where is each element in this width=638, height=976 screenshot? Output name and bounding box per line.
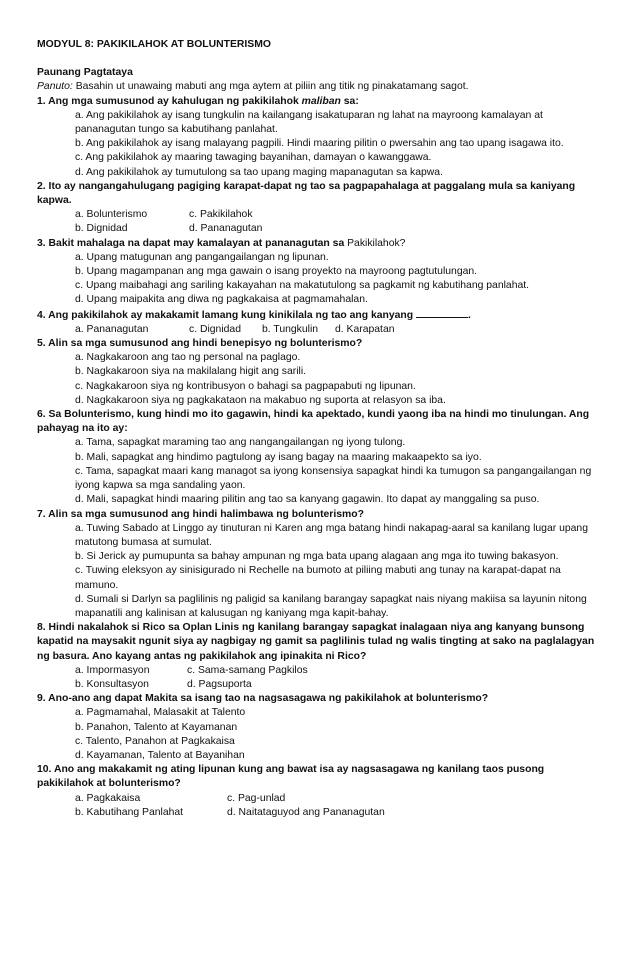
document-page	[37, 38, 603, 820]
instruction-label: Panuto:	[37, 81, 73, 93]
question-1-option-d: d. Ang pakikilahok ay tumutulong sa tao upang maging mapanagutan sa kapwa.	[75, 166, 443, 178]
question-5-option-c: c. Nagkakaroon siya ng kontribusyon o bahagi sa pagpapabuti ng lipunan.	[75, 380, 416, 392]
question-8: 8. Hindi nakalahok si Rico sa Oplan Linis ng kanilang barangay sapagkat inalagaan niya ang kanyang bunsong kapatid na maysakit ngunit siya ay nagbigay ng gamit sa paglilinis tulad ng walis tingting at sako na paglalagyan ng basura. Ano kayang antas ng pakikilahok ang ipinakita ni Rico?	[37, 622, 595, 662]
question-10-option-c: c. Pag-unlad	[227, 792, 286, 804]
answer-blank	[416, 308, 468, 318]
module-title: MODYUL 8: PAKIKILAHOK AT BOLUNTERISMO	[37, 39, 271, 50]
section-title: Paunang Pagtataya	[37, 67, 133, 79]
question-4	[37, 308, 603, 323]
question-8-options-row-2	[37, 678, 603, 692]
question-8-option-c: c. Sama-samang Pagkilos	[187, 664, 308, 676]
question-1-option-c: c. Ang pakikilahok ay maaring tawaging bayanihan, damayan o kawanggawa.	[75, 152, 432, 164]
question-7-option-d: d. Sumali si Darlyn sa paglilinis ng paligid sa kanilang barangay sapagkat nais niyang makiisa sa layunin nitong mapanatili ang kalinisan at kalusugan ng kaniyang mga kapit-bahay.	[75, 593, 587, 619]
question-10: 10. Ano ang makakamit ng ating lipunan kung ang bawat isa ay nagsasagawa ng kanilang taos pusong pakikilahok at bolunterismo?	[37, 764, 545, 790]
question-9-option-c: c. Talento, Panahon at Pagkakaisa	[75, 735, 235, 747]
question-3-option-d: d. Upang maipakita ang diwa ng pagkakaisa at pagmamahalan.	[75, 294, 368, 306]
question-1-emphasis: maliban	[301, 95, 341, 107]
question-10-option-a: a. Pagkakaisa	[75, 792, 141, 804]
question-4-period: .	[468, 309, 471, 321]
question-8-option-b: b. Konsultasyon	[75, 678, 149, 690]
question-2-option-d: d. Pananagutan	[189, 223, 263, 235]
question-5-option-a: a. Nagkakaroon ang tao ng personal na paglago.	[75, 352, 301, 364]
question-5-option-b: b. Nagkakaroon siya na makilalang higit ang sarili.	[75, 366, 307, 378]
question-10-option-d: d. Naitataguyod ang Pananagutan	[227, 806, 385, 818]
instructions	[37, 80, 603, 94]
question-10-options-row-1	[37, 792, 603, 806]
question-8-option-a: a. Impormasyon	[75, 664, 150, 676]
question-2-option-b: b. Dignidad	[75, 223, 128, 235]
question-4-options-row	[37, 323, 603, 337]
question-8-options-row-1	[37, 664, 603, 678]
question-6: 6. Sa Bolunterismo, kung hindi mo ito gagawin, hindi ka apektado, kundi yaong iba na hindi mo tinulungan. Ang pahayag na ito ay:	[37, 409, 590, 435]
question-3	[37, 237, 603, 251]
question-3-text-b: Pakikilahok?	[344, 237, 406, 249]
question-2-options-row-1	[37, 208, 603, 222]
question-1-text-a: 1. Ang mga sumusunod ay kahulugan ng pakikilahok	[37, 95, 302, 107]
question-7-option-b: b. Si Jerick ay pumupunta sa bahay ampunan ng mga bata upang alagaan ang mga ito tuwing bakasyon.	[75, 551, 559, 563]
question-9: 9. Ano-ano ang dapat Makita sa isang tao na nagsasagawa ng pakikilahok at bolunterismo?	[37, 693, 489, 705]
question-5-option-d: d. Nagkakaroon siya ng pagkakataon na makabuo ng suporta at relasyon sa iba.	[75, 394, 446, 406]
question-8-option-d: d. Pagsuporta	[187, 678, 252, 690]
question-1	[37, 95, 603, 109]
question-9-option-a: a. Pagmamahal, Malasakit at Talento	[75, 707, 246, 719]
instruction-text: Basahin ut unawaing mabuti ang mga aytem at piliin ang titik ng pinakatamang sagot.	[72, 81, 469, 93]
question-6-option-d: d. Mali, sapagkat hindi maaring pilitin ang tao sa kanyang gagawin. Ito dapat ay manggaling sa puso.	[75, 494, 540, 506]
question-6-option-c: c. Tama, sapagkat maari kang managot sa iyong konsensiya sapagkat hindi ka tumugon sa pangangailangan ng iyong kapwa sa mga sandaling yaon.	[75, 465, 592, 492]
question-6-option-a: a. Tama, sapagkat maraming tao ang nangangailangan ng iyong tulong.	[75, 437, 406, 449]
question-5: 5. Alin sa mga sumusunod ang hindi benepisyo ng bolunterismo?	[37, 338, 363, 350]
question-1-text-b: sa:	[340, 95, 359, 107]
question-1-option-b: b. Ang pakikilahok ay isang malayang pagpili. Hindi maaring pilitin o pwersahin ang tao upang isagawa ito.	[75, 138, 564, 150]
question-2-options-row-2	[37, 222, 603, 236]
question-2: 2. Ito ay nangangahulugang pagiging karapat-dapat ng tao sa pagpapahalaga at paggalang mula sa kaniyang kapwa.	[37, 180, 576, 207]
question-7-option-a: a. Tuwing Sabado at Linggo ay tinuturan ni Karen ang mga batang hindi nakapag-aaral sa kanilang lugar upang matutong bumasa at sumulat.	[75, 522, 588, 548]
question-4-text: 4. Ang pakikilahok ay makakamit lamang kung kinikilala ng tao ang kanyang	[37, 309, 416, 321]
question-7: 7. Alin sa mga sumusunod ang hindi halimbawa ng bolunterismo?	[37, 508, 364, 520]
question-1-option-a: a. Ang pakikilahok ay isang tungkulin na kailangang isakatuparan ng lahat na mayroong kamalayan at pananagutan tungo sa kabutihang panlahat.	[75, 109, 543, 136]
question-3-option-c: c. Upang maibahagi ang sariling kakayahan na makatutulong sa pagkamit ng kabutihang panlahat.	[75, 280, 530, 292]
question-7-option-c: c. Tuwing eleksyon ay sinisigurado ni Rechelle na bumoto at piliing mabuti ang tunay na karapat-dapat na mamuno.	[75, 565, 561, 591]
question-3-text-a: 3. Bakit mahalaga na dapat may kamalayan at pananagutan sa	[37, 237, 345, 249]
question-3-option-b: b. Upang magampanan ang mga gawain o isang proyekto na mayroong pagtutulungan.	[75, 266, 478, 278]
question-4-option-b: b. Tungkulin	[262, 323, 319, 335]
question-2-option-a: a. Bolunterismo	[75, 209, 148, 221]
question-4-option-c: c. Dignidad	[189, 323, 241, 335]
question-9-option-d: d. Kayamanan, Talento at Bayanihan	[75, 749, 245, 761]
question-9-option-b: b. Panahon, Talento at Kayamanan	[75, 721, 238, 733]
question-6-option-b: b. Mali, sapagkat ang hindimo pagtulong ay isang bagay na maaring makaapekto sa iyo.	[75, 451, 482, 463]
question-10-options-row-2	[37, 806, 603, 820]
question-4-option-d: d. Karapatan	[335, 323, 395, 335]
question-10-option-b: b. Kabutihang Panlahat	[75, 806, 184, 818]
question-3-option-a: a. Upang matugunan ang pangangailangan ng lipunan.	[75, 251, 329, 263]
question-2-option-c: c. Pakikilahok	[189, 209, 253, 221]
spacer	[37, 52, 603, 66]
question-4-option-a: a. Pananagutan	[75, 323, 149, 335]
